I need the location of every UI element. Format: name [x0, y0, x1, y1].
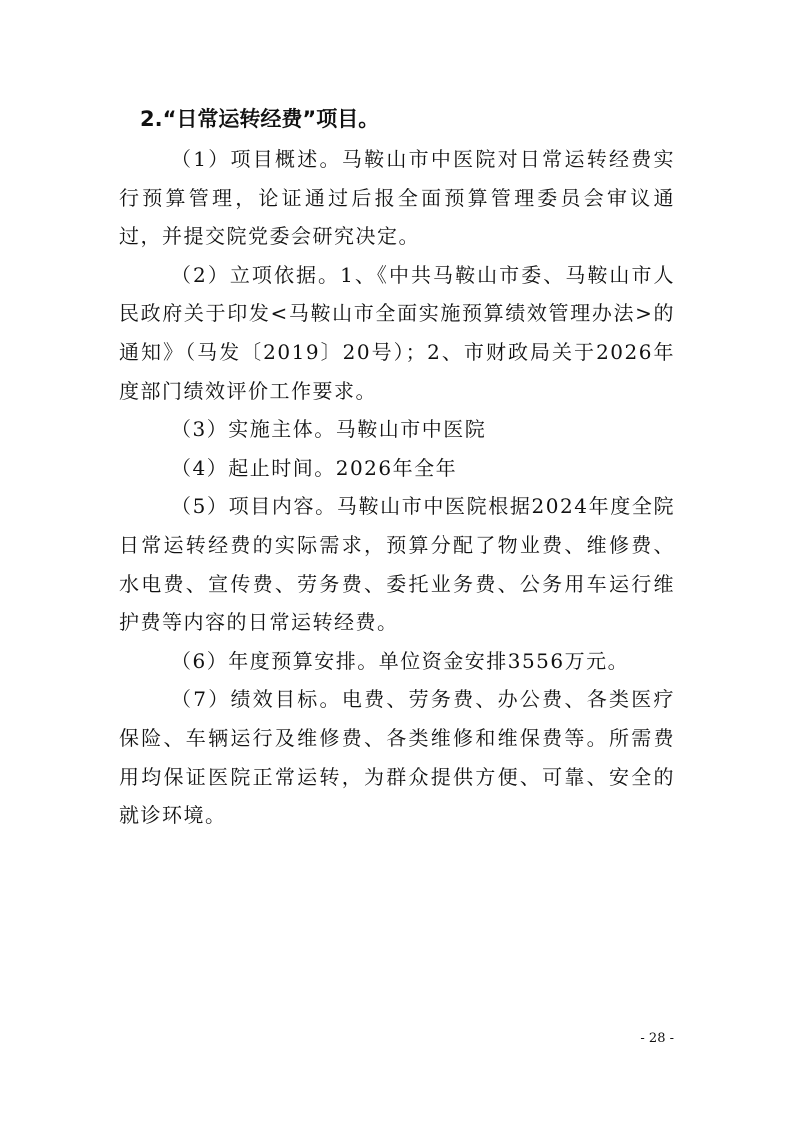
paragraph-implementer: （3）实施主体。马鞍山市中医院	[171, 417, 487, 442]
section-heading: 2.“日常运转经费”项目。	[140, 107, 380, 131]
page-number: - 28 -	[640, 1031, 674, 1046]
paragraph-basis: （2）立项依据。1、《中共马鞍山市委、马鞍山市人民政府关于印发<马鞍山市全面实施预算绩效管理办法>的通知》（马发〔2019〕20号）；2、市财政局关于2026年度部门绩效评价工作要求。	[119, 262, 675, 403]
paragraph-period: （4）起止时间。2026年全年	[171, 455, 458, 480]
paragraph-goals: （7）绩效目标。电费、劳务费、办公费、各类医疗保险、车辆运行及维修费、各类维修和维保费等。所需费用均保证医院正常运转，为群众提供方便、可靠、安全的就诊环境。	[119, 687, 675, 828]
body-text	[119, 140, 675, 835]
paragraph-overview: （1）项目概述。马鞍山市中医院对日常运转经费实行预算管理，论证通过后报全面预算管理委员会审议通过，并提交院党委会研究决定。	[119, 147, 675, 249]
paragraph-budget: （6）年度预算安排。单位资金安排3556万元。	[171, 648, 630, 673]
paragraph-content: （5）项目内容。马鞍山市中医院根据2024年度全院日常运转经费的实际需求，预算分配了物业费、维修费、水电费、宣传费、劳务费、委托业务费、公务用车运行维护费等内容的日常运转经费。	[119, 494, 675, 635]
